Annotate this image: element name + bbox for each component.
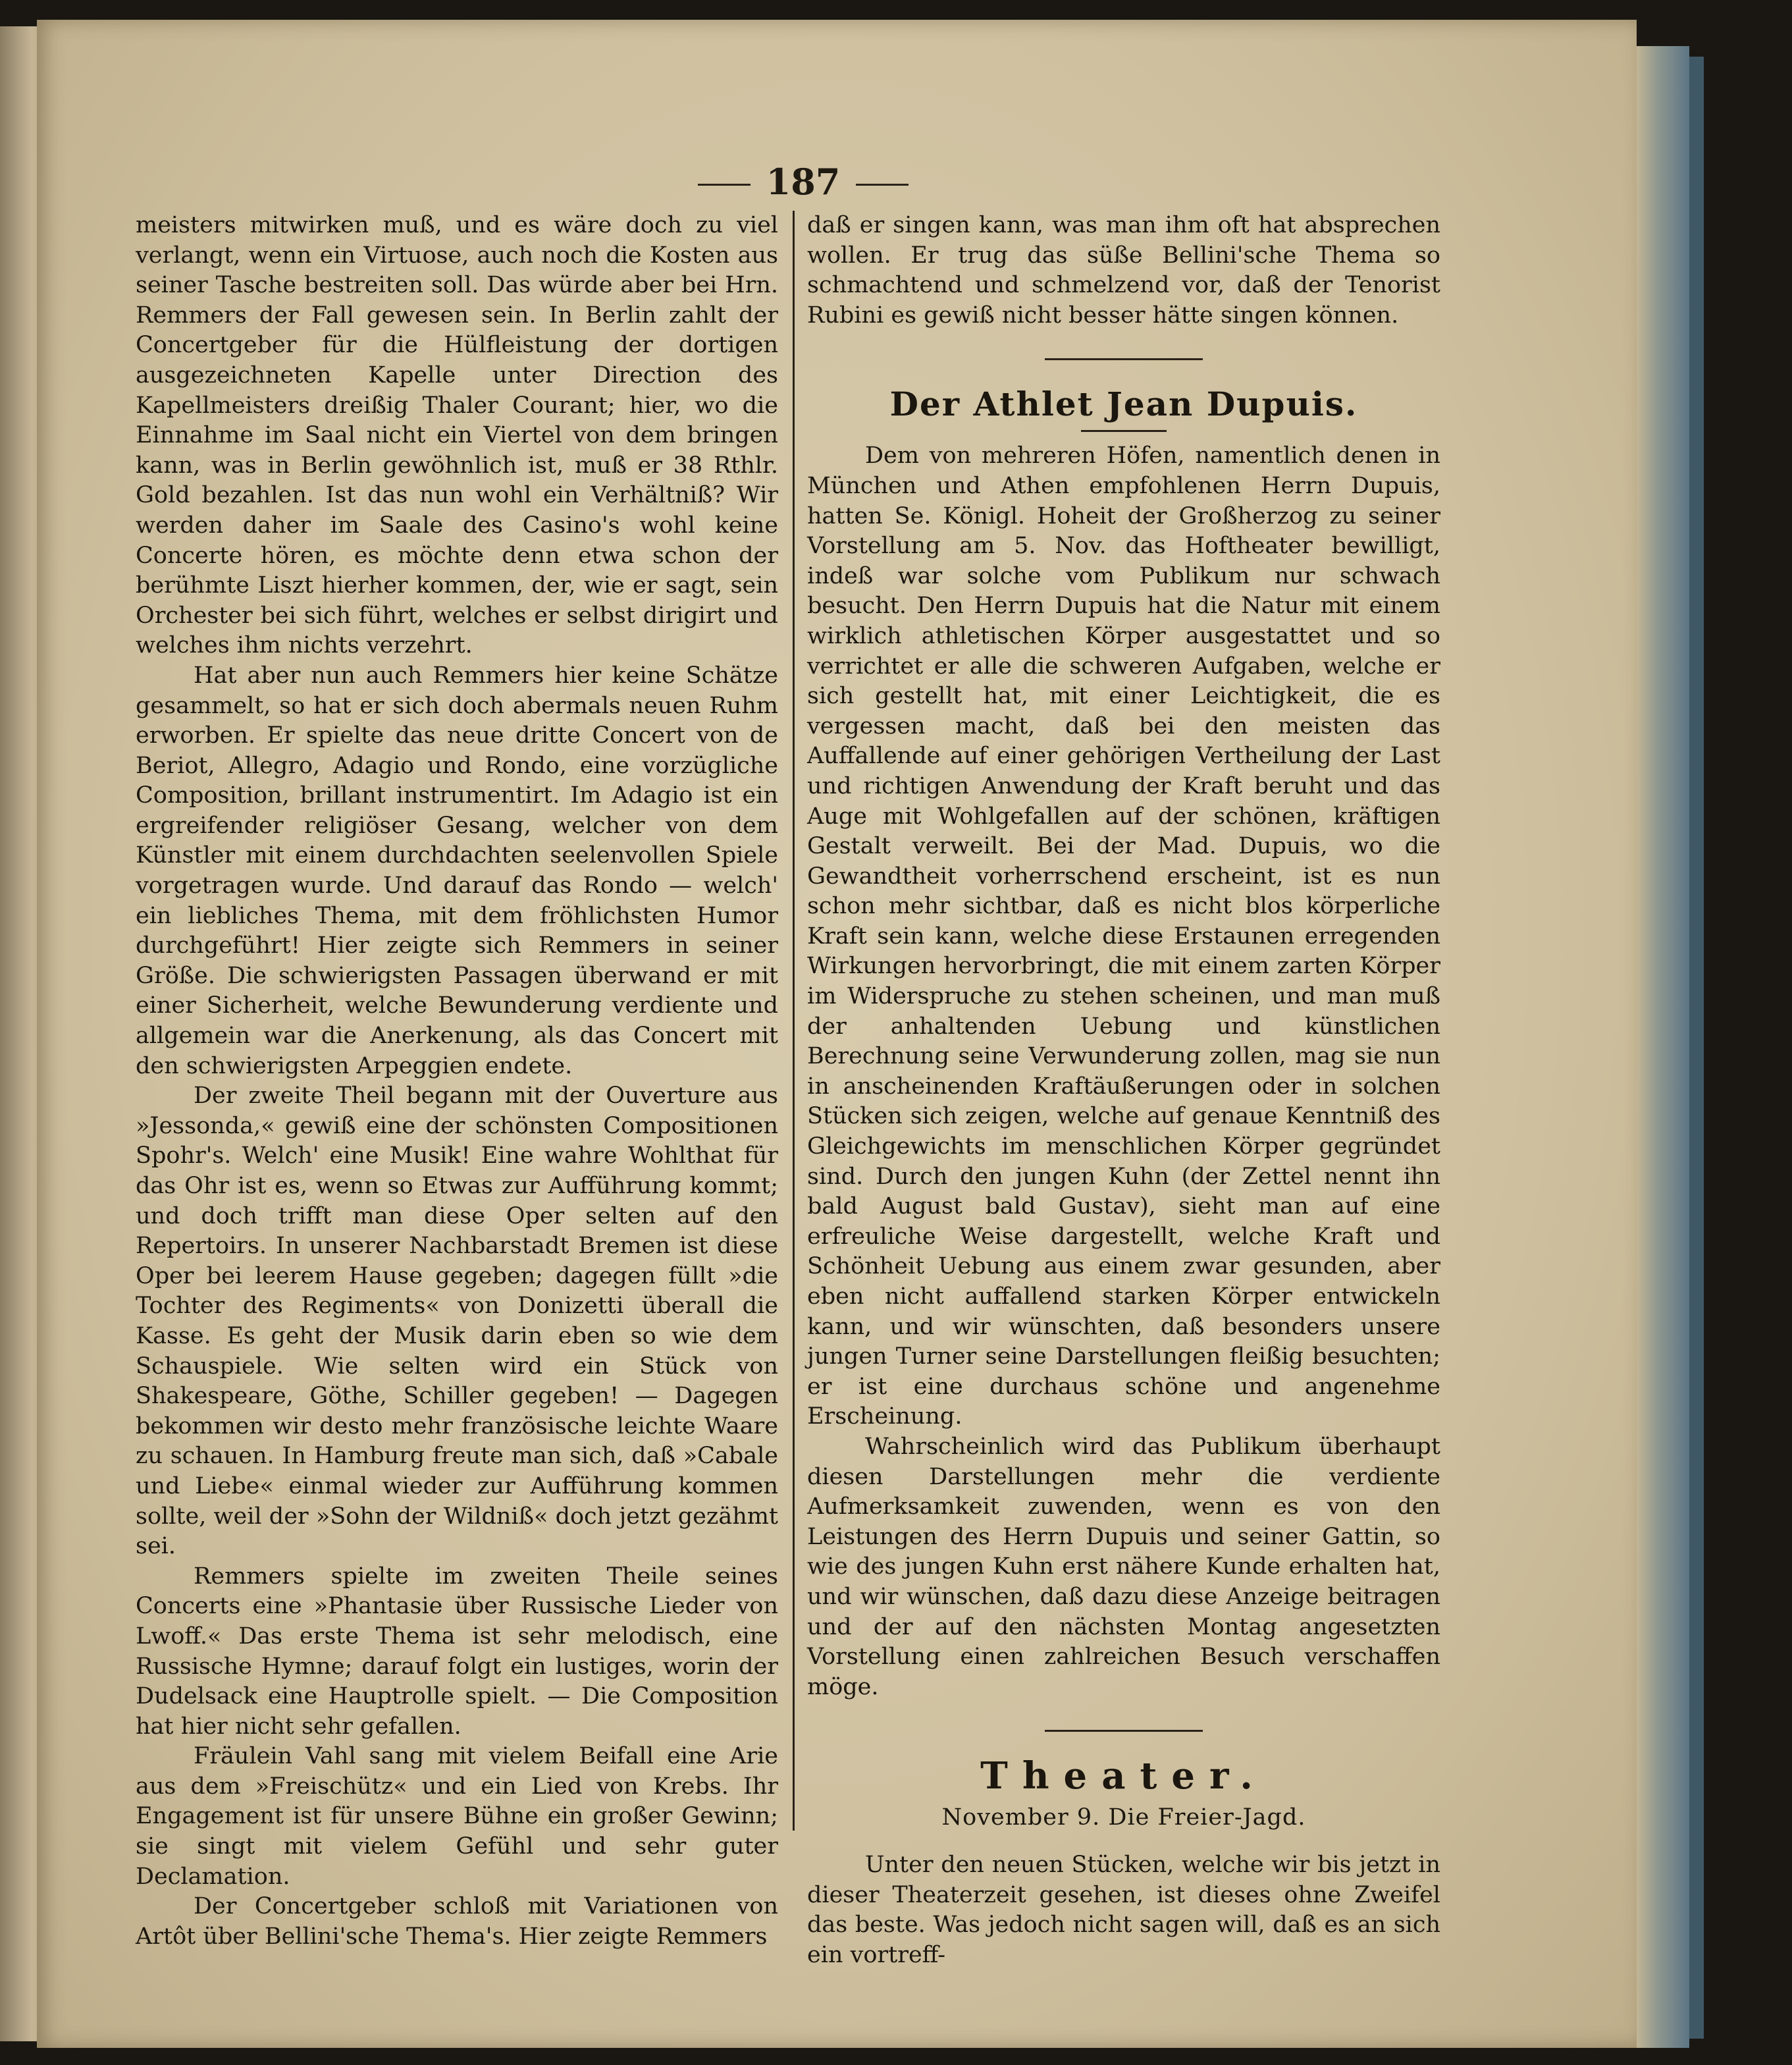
paragraph: Der Concertgeber schloß mit Variationen von Artôt über Bellini'sche Thema's. Hier zeigte Remmers bbox=[136, 1893, 778, 1950]
book-binding bbox=[1689, 57, 1704, 2039]
paragraph: Dem von mehreren Höfen, namentlich denen in München und Athen empfohlenen Herrn Dupuis, hatten Se. Königl. Hoheit der Großherzog zu seiner Vorstellung am 5. Nov. das Hoftheater bewilligt, indeß war solche vom Publikum nur schwach besucht. Den Herrn Dupuis hat die Natur mit einem wirklich athletischen Körper ausgestattet und so verrichtet er alle die schweren Aufgaben, welche er sich gestellt hat, mit einer Leichtigkeit, die es vergessen macht, daß bei den meisten das Auffallende auf einer gehörigen Vertheilung der Last und richtigen Anwendung der Kraft beruht und das Auge mit Wohlgefallen auf der schönen, kräftigen Gestalt verweilt. Bei der Mad. Dupuis, wo die Gewandtheit vorherrschend erscheint, ist es nun schon mehr sichtbar, daß es nicht blos körperliche Kraft sein kann, welche diese Erstaunen erregenden Wirkungen hervorbringt, die mit einem zarten Körper im Widerspruche zu stehen scheinen, und man muß der anhaltenden Uebung und künstlichen Berechnung seine Verwunderung zollen, mag sie nun in anscheinenden Kraftäußerungen oder in solchen Stücken sich zeigen, welche auf genaue Kenntniß des Gleichgewichts im menschlichen Körper gegründet sind. Durch den jungen Kuhn (der Zettel nennt ihn bald August bald Gustav), sieht man auf eine erfreuliche Weise dargestellt, welche Kraft und Schönheit Uebung aus einem zwar gesunden, aber eben nicht auffallend starken Körper entwickeln kann, und wir wünschten, daß besonders unsere jungen Turner seine Darstellungen fleißig besuchten; er ist eine durchaus schöne und angenehme Erscheinung. bbox=[807, 443, 1440, 1430]
paragraph: meisters mitwirken muß, und es wäre doch zu viel verlangt, wenn ein Virtuose, auch noch die Kosten aus seiner Tasche bestreiten soll. Das würde aber bei Hrn. Remmers der Fall gewesen sein. In Berlin zahlt der Concertgeber für die Hülfleistung der dortigen ausgezeichneten Kapelle unter Direction des Kapellmeisters dreißig Thaler Courant; hier, wo die Einnahme im Saal nicht ein Viertel von dem bringen kann, was in Berlin gewöhnlich ist, muß er 38 Rthlr. Gold bezahlen. Ist das nun wohl ein Verhältniß? Wir werden daher im Saale des Casino's wohl keine Concerte hören, es möchte denn etwa schon der berühmte Liszt hierher kommen, der, wie er sagt, sein Orchester bei sich führt, welches er selbst dirigirt und welches ihm nichts verzehrt. bbox=[136, 212, 778, 659]
article-heading: Der Athlet Jean Dupuis. bbox=[889, 385, 1358, 424]
section-subheading: November 9. Die Freier-Jagd. bbox=[941, 1804, 1306, 1831]
page-number-dash-left bbox=[698, 184, 751, 186]
paragraph: Der zweite Theil begann mit der Ouverture aus »Jessonda,« gewiß eine der schönsten Compositionen Spohr's. Welch' eine Musik! Eine wahre Wohlthat für das Ohr ist es, wenn so Etwas zur Aufführung kommt; und doch trifft man diese Oper selten auf den Repertoirs. In unserer Nachbarstadt Bremen ist diese Oper bei leerem Hause gegeben; dagegen füllt »die Tochter des Regiments« von Donizetti überall die Kasse. Es geht der Musik darin eben so wie dem Schauspiele. Wie selten wird ein Stück von Shakespeare, Göthe, Schiller gegeben! — Dagegen bekommen wir desto mehr französische leichte Waare zu schauen. In Hamburg freute man sich, daß »Cabale und Liebe« einmal wieder zur Aufführung kommen sollte, weil der »Sohn der Wildniß« doch jetzt gezähmt sei. bbox=[136, 1083, 778, 1560]
section-separator bbox=[1045, 358, 1203, 360]
paragraph: daß er singen kann, was man ihm oft hat absprechen wollen. Er trug das süße Bellini'sche Thema so schmachtend und schmelzend vor, daß der Tenorist Rubini es gewiß nicht besser hätte singen können. bbox=[807, 212, 1440, 329]
left-column bbox=[136, 211, 778, 1952]
paragraph: Remmers spielte im zweiten Theile seines Concerts eine »Phantasie über Russische Lieder von Lwoff.« Das erste Thema ist sehr melodisch, eine Russische Hymne; darauf folgt ein lustiges, worin der Dudelsack eine Hauptrolle spielt. — Die Composition hat hier nicht sehr gefallen. bbox=[136, 1563, 778, 1740]
paragraph: Wahrscheinlich wird das Publikum überhaupt diesen Darstellungen mehr die verdiente Aufmerksamkeit zuwenden, wenn es von den Leistungen des Herrn Dupuis und seiner Gattin, so wie des jungen Kuhn erst nähere Kunde erhalten hat, und wir wünschen, daß dazu diese Anzeige beitragen und der auf den nächsten Montag angesetzten Vorstellung einen zahlreichen Besuch verschaffen möge. bbox=[807, 1433, 1440, 1700]
heading-underline bbox=[1081, 430, 1167, 432]
section-separator bbox=[1045, 1730, 1203, 1732]
section-heading: Theater. bbox=[980, 1754, 1267, 1798]
paragraph: Hat aber nun auch Remmers hier keine Schätze gesammelt, so hat er sich doch abermals neuen Ruhm erworben. Er spielte das neue dritte Concert von de Beriot, Allegro, Adagio und Rondo, eine vorzügliche Composition, brillant instrumentirt. Im Adagio ist ein ergreifender religiöser Gesang, welcher von dem Künstler mit einem durchdachten seelenvollen Spiele vorgetragen wurde. Und darauf das Rondo — welch' ein liebliches Thema, mit dem fröhlichsten Humor durchgeführt! Hier zeigte sich Remmers in seiner Größe. Die schwierigsten Passagen überwand er mit einer Sicherheit, welche Bewunderung verdiente und allgemein war die Anerkenung, als das Concert mit den schwierigsten Arpeggien endete. bbox=[136, 662, 778, 1079]
column-divider bbox=[793, 211, 795, 1831]
paragraph: Fräulein Vahl sang mit vielem Beifall eine Arie aus dem »Freischütz« und ein Lied von Krebs. Ihr Engagement ist für unsere Bühne ein großer Gewinn; sie singt mit vielem Gefühl und sehr guter Declamation. bbox=[136, 1743, 778, 1890]
book-cover-edge bbox=[1637, 46, 1689, 2048]
page-number-dash-right bbox=[856, 184, 909, 186]
right-column bbox=[807, 211, 1440, 1970]
page-number-text: 187 bbox=[766, 161, 841, 203]
paragraph: Unter den neuen Stücken, welche wir bis jetzt in dieser Theaterzeit gesehen, ist dieses ohne Zweifel das beste. Was jedoch nicht sagen will, daß es an sich ein vortreff- bbox=[807, 1851, 1440, 1968]
page-number bbox=[672, 161, 935, 203]
